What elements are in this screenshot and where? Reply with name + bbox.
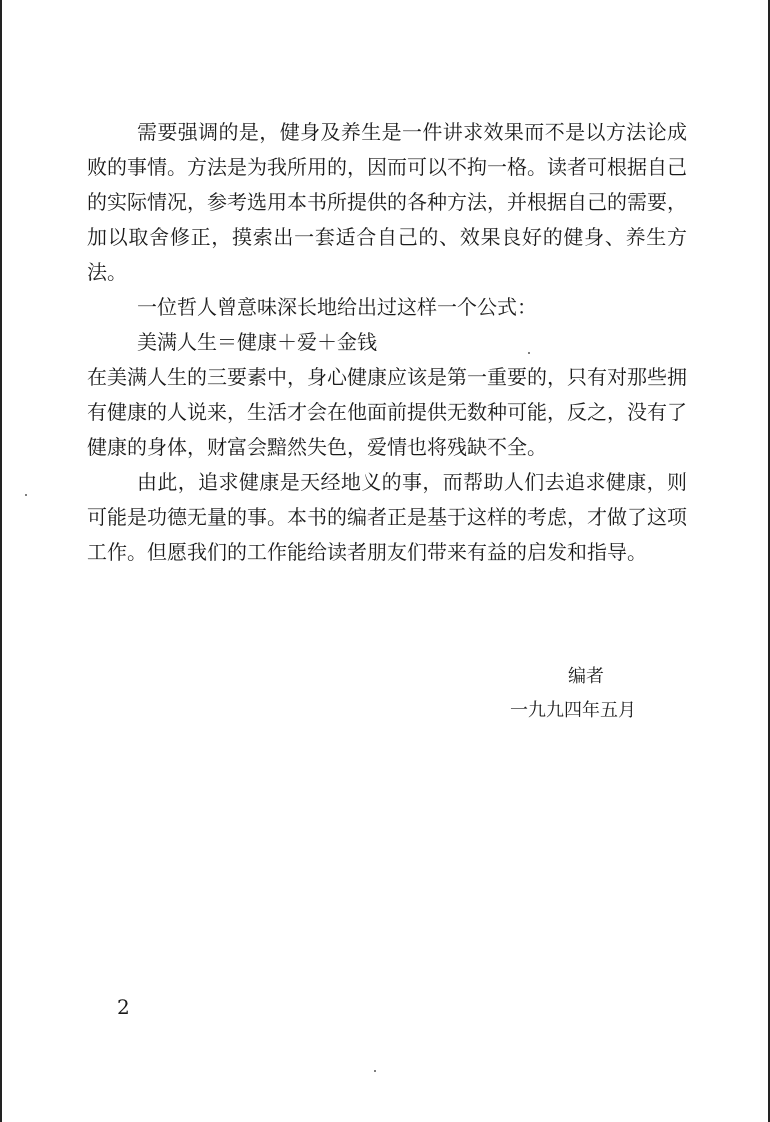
scan-speck <box>25 494 27 496</box>
signature-date: 一九九四年五月 <box>510 700 636 721</box>
scan-speck <box>374 1070 376 1072</box>
page-number: 2 <box>117 995 130 1019</box>
paragraph-three-elements: 在美满人生的三要素中，身心健康应该是第一重要的，只有对那些拥有健康的人说来，生活才会在他面前提供无数种可能，反之，没有了健康的身体，财富会黯然失色，爱情也将残缺不全。 <box>87 365 687 459</box>
formula-line: 美满人生＝健康＋爱＋金钱 <box>137 330 377 354</box>
signature-author: 编者 <box>568 666 604 687</box>
paragraph-emphasis: 需要强调的是，健身及养生是一件讲求效果而不是以方法论成败的事情。方法是为我所用的，因而可以不拘一格。读者可根据自己的实际情况，参考选用本书所提供的各种方法，并根据自己的需要，加以取舍修正，摸索出一套适合自己的、效果良好的健身、养生方法。 <box>87 120 687 284</box>
signature-block <box>510 660 670 728</box>
scan-speck <box>528 352 530 354</box>
preface-body <box>87 115 687 570</box>
page-left-edge <box>0 0 2 1122</box>
paragraph-closing: 由此，追求健康是天经地义的事，而帮助人们去追求健康，则可能是功德无量的事。本书的编者正是基于这样的考虑，才做了这项工作。但愿我们的工作能给读者朋友们带来有益的启发和指导。 <box>87 470 687 564</box>
paragraph-philosopher: 一位哲人曾意味深长地给出过这样一个公式： <box>137 295 537 319</box>
